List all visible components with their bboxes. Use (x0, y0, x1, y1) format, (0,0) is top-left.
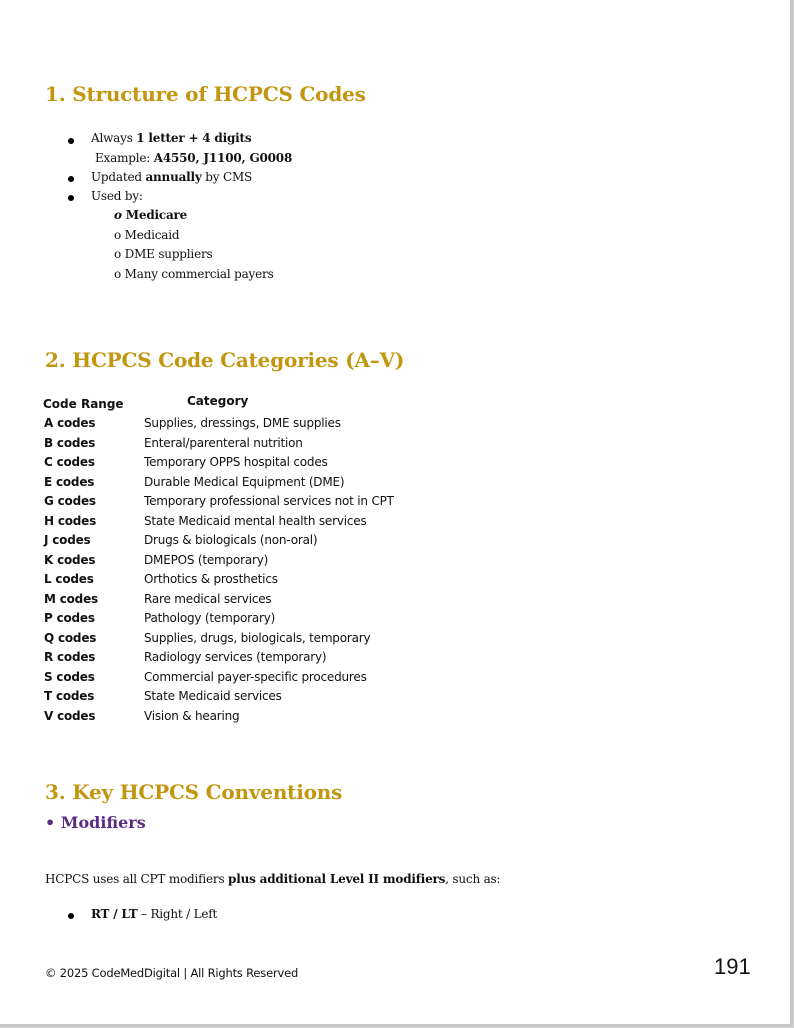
bullet-dot (68, 195, 74, 201)
table-row-code: S codes (44, 670, 95, 684)
table-row-code: G codes (44, 494, 96, 508)
column-header-code-range: Code Range (43, 397, 124, 411)
table-row-code: Q codes (44, 631, 97, 645)
table-row-category: Commercial payer-specific procedures (144, 670, 367, 684)
bullet-updated: Updated annually by CMS (91, 170, 253, 184)
footer-copyright: © 2025 CodeMedDigital | All Rights Reserved (45, 966, 299, 980)
bullet-letter-digits: Always 1 letter + 4 digits (91, 131, 252, 145)
table-row-code: M codes (44, 592, 98, 606)
modifiers-subtitle: • Modifiers (45, 813, 146, 832)
table-row-category: Rare medical services (144, 592, 272, 606)
table-row-code: E codes (44, 475, 95, 489)
bullet-rt-lt: RT / LT – Right / Left (91, 907, 218, 921)
sub-item-medicare: o Medicare (114, 208, 188, 222)
table-row-code: T codes (44, 689, 95, 703)
sub-item-medicaid: o Medicaid (114, 228, 180, 242)
section3-title: 3. Key HCPCS Conventions (45, 780, 343, 804)
table-row-category: Temporary professional services not in CPT (144, 494, 394, 508)
table-row-category: Supplies, dressings, DME supplies (144, 416, 341, 430)
table-row-category: Orthotics & prosthetics (144, 572, 278, 586)
table-row-category: State Medicaid services (144, 689, 282, 703)
page-number: 191 (714, 954, 751, 979)
sub-item-commercial: o Many commercial payers (114, 267, 274, 281)
bullet-dot (68, 176, 74, 182)
table-row-code: P codes (44, 611, 95, 625)
table-row-code: B codes (44, 436, 96, 450)
table-row-code: K codes (44, 553, 96, 567)
table-row-code: C codes (44, 455, 95, 469)
bullet-dot (68, 138, 74, 144)
table-row-code: V codes (44, 709, 96, 723)
column-header-category: Category (187, 394, 249, 408)
table-row-category: Pathology (temporary) (144, 611, 276, 625)
table-row-category: Durable Medical Equipment (DME) (144, 475, 345, 489)
table-row-category: Enteral/parenteral nutrition (144, 436, 303, 450)
sub-item-dme: o DME suppliers (114, 247, 213, 261)
table-row-category: Supplies, drugs, biologicals, temporary (144, 631, 371, 645)
section1-title: 1. Structure of HCPCS Codes (45, 82, 366, 106)
example-line: Example: A4550, J1100, G0008 (95, 151, 293, 165)
table-row-category: Radiology services (temporary) (144, 650, 327, 664)
bullet-used-by: Used by: (91, 189, 143, 203)
table-row-category: Temporary OPPS hospital codes (144, 455, 328, 469)
table-row-code: R codes (44, 650, 96, 664)
table-row-category: Vision & hearing (144, 709, 240, 723)
bullet-dot (68, 913, 74, 919)
modifiers-paragraph: HCPCS uses all CPT modifiers plus additional Level II modifiers, such as: (45, 872, 501, 886)
table-row-code: A codes (44, 416, 96, 430)
table-row-code: J codes (44, 533, 91, 547)
table-row-category: DMEPOS (temporary) (144, 553, 269, 567)
section2-title: 2. HCPCS Code Categories (A–V) (45, 348, 405, 372)
table-row-code: L codes (44, 572, 94, 586)
table-row-category: State Medicaid mental health services (144, 514, 367, 528)
table-row-code: H codes (44, 514, 97, 528)
table-row-category: Drugs & biologicals (non-oral) (144, 533, 318, 547)
